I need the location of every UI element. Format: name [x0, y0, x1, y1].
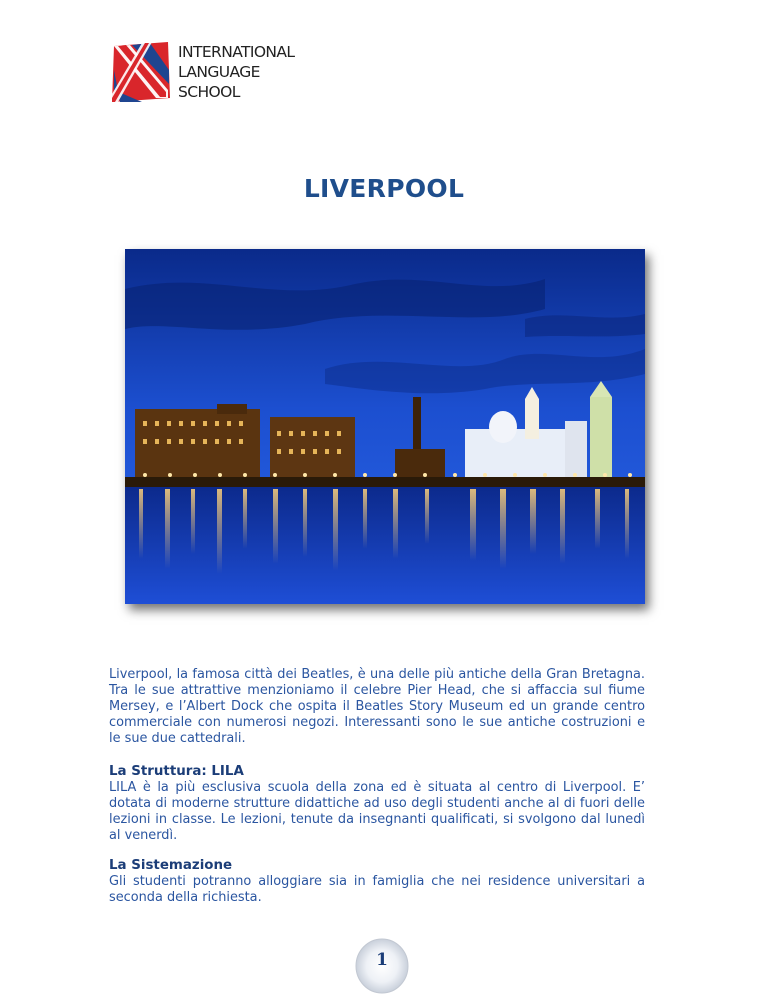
intro-paragraph: Liverpool, la famosa città dei Beatles, è una delle più antiche della Gran Bretagna. Tra le sue attrattive menzioniamo il celebre Pier Head, che si affaccia sul fiume Mersey, e l’Albert Dock che ospita il Beatles Story Museum ed un grande centro commerciale con numerosi negozi. Interessanti sono le sue antiche costruzioni e le sue due cattedrali.: [109, 667, 645, 746]
page-title: LIVERPOOL: [303, 174, 465, 203]
section-heading-structure: La Struttura: LILA: [109, 764, 244, 779]
logo-line-language: LANGUAGE: [178, 63, 260, 81]
union-jack-flag-icon: [112, 40, 170, 104]
section-heading-accommodation: La Sistemazione: [109, 858, 233, 873]
page-number: 1: [376, 950, 388, 970]
logo-line-international: INTERNATIONAL: [178, 43, 295, 61]
logo-text: [178, 42, 294, 102]
section-body-accommodation: Gli studenti potranno alloggiare sia in famiglia che nei residence universitari a seconda della richiesta.: [109, 874, 645, 905]
logo-line-school: SCHOOL: [178, 83, 240, 101]
school-logo: [112, 40, 294, 104]
page-number-badge: [354, 938, 410, 994]
liverpool-waterfront-night-photo: [125, 249, 645, 604]
section-body-structure: LILA è la più esclusiva scuola della zona ed è situata al centro di Liverpool. E’ dotata di moderne strutture didattiche ad uso degli studenti anche al di fuori delle lezioni in classe. Le lezioni, tenute da insegnanti qualificati, si svolgono dal lunedì al venerdì.: [109, 780, 645, 843]
content: [109, 667, 645, 906]
